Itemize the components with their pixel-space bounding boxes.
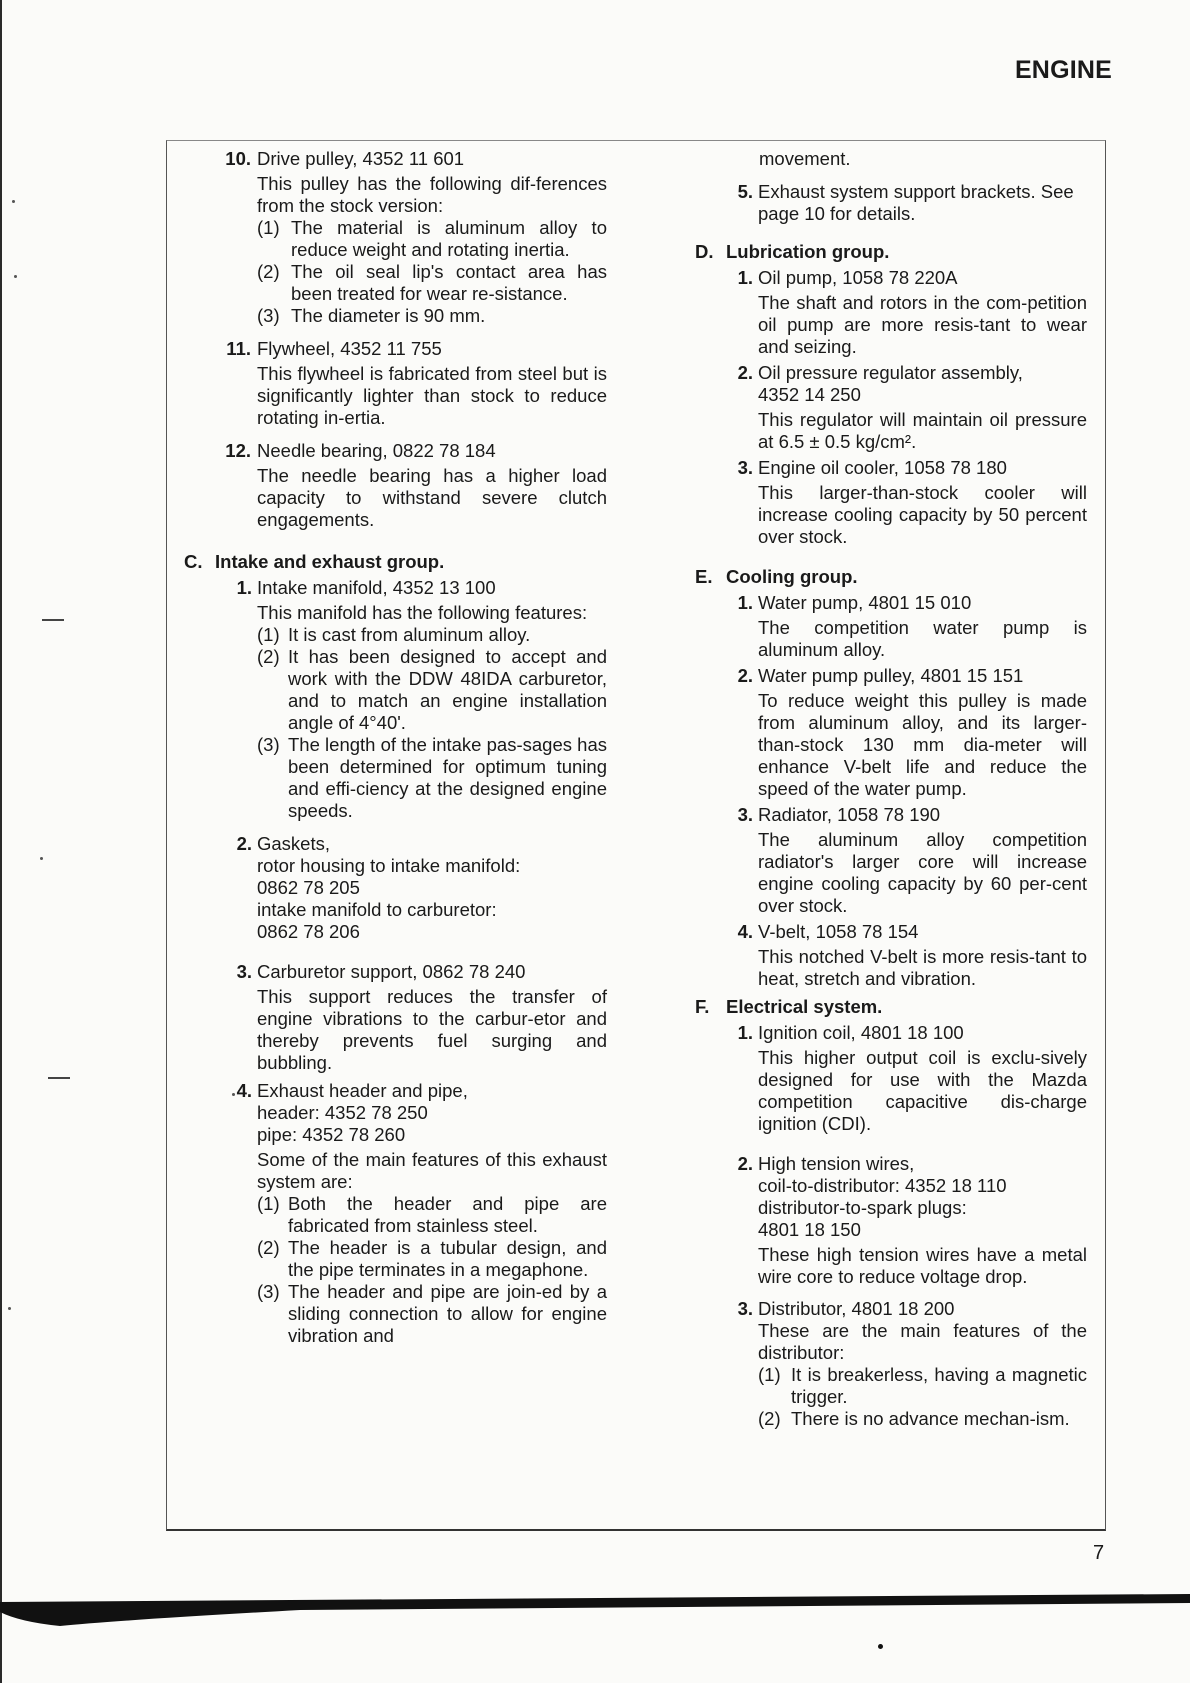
sub-item-number: (1) (257, 217, 280, 238)
item-description: The shaft and rotors in the com-petition oil pump are more resis-tant to wear and seizing. (758, 292, 1087, 357)
item-title: Distributor, 4801 18 200 (758, 1298, 955, 1319)
sub-item-number: (3) (257, 305, 280, 326)
item-number: 3. (737, 1298, 753, 1319)
sub-item-number: (2) (257, 646, 280, 667)
section-letter: D. (695, 241, 714, 262)
sub-item (758, 1408, 1087, 1430)
section-e-heading (695, 566, 1087, 588)
item-description: This flywheel is fabricated from steel but is significantly lighter than stock to reduce rotating in-ertia. (257, 363, 607, 428)
item-description: This larger-than-stock cooler will increase cooling capacity by 50 percent over stock. (758, 482, 1087, 547)
sub-item (257, 261, 607, 305)
item-number: 1. (737, 267, 753, 288)
left-column (184, 148, 607, 1347)
item-c-4 (226, 1080, 607, 1347)
right-column (695, 148, 1087, 1430)
scan-speck (12, 200, 15, 203)
item-b-12 (215, 440, 607, 531)
sub-item (257, 217, 607, 261)
continuation-text: movement. (759, 148, 851, 169)
item-title: V-belt, 1058 78 154 (758, 921, 919, 942)
page-left-edge (0, 0, 2, 1683)
sub-item-number: (3) (257, 734, 280, 755)
item-description: This manifold has the following features: (257, 602, 588, 623)
item-description: This higher output coil is exclu-sively designed for use with the Mazda competition capacitive dis-charge ignition (CDI). (758, 1047, 1087, 1134)
item-e-3 (727, 804, 1087, 917)
sub-item-number: (2) (257, 261, 280, 282)
item-description: These high tension wires have a metal wire core to reduce voltage drop. (758, 1244, 1087, 1287)
item-title: Exhaust header and pipe, header: 4352 78 250 pipe: 4352 78 260 (257, 1080, 468, 1145)
section-c-heading (184, 551, 607, 573)
item-f-3 (727, 1298, 1087, 1430)
item-number: 3. (737, 457, 753, 478)
item-number: 2. (737, 665, 753, 686)
item-b-10 (215, 148, 607, 327)
sub-item-text: The header and pipe are join-ed by a sliding connection to allow for engine vibration and (288, 1281, 607, 1346)
item-number: 11. (226, 338, 251, 359)
item-title: Flywheel, 4352 11 755 (257, 338, 442, 359)
sub-item-text: The material is aluminum alloy to reduce weight and rotating inertia. (291, 217, 607, 260)
item-number: 2. (737, 362, 753, 383)
item-title: Drive pulley, 4352 11 601 (257, 148, 465, 169)
item-description: This support reduces the transfer of engine vibrations to the carbur-etor and thereby prevents fuel surging and bubbling. (257, 986, 607, 1073)
item-title: Oil pump, 1058 78 220A (758, 267, 958, 288)
sub-item (257, 624, 607, 646)
scan-speck (8, 1307, 11, 1310)
section-title: Intake and exhaust group. (215, 551, 445, 572)
item-title: High tension wires, coil-to-distributor: 4352 18 110 distributor-to-spark plugs: 4801 18 150 (758, 1153, 1007, 1240)
item-c-3 (226, 961, 607, 1074)
item-number: 1. (737, 1022, 753, 1043)
section-letter: F. (695, 996, 710, 1017)
scan-speck (40, 857, 43, 860)
sub-item (257, 1193, 607, 1237)
section-title: Electrical system. (726, 996, 883, 1017)
scan-edge-shape (0, 1594, 1190, 1626)
sub-item-text: There is no advance mechan-ism. (791, 1408, 1070, 1429)
sub-item-text: The header is a tubular design, and the pipe terminates in a megaphone. (288, 1237, 607, 1280)
section-title: Lubrication group. (726, 241, 890, 262)
sub-item-text: Both the header and pipe are fabricated from stainless steel. (288, 1193, 607, 1236)
item-description: The competition water pump is aluminum alloy. (758, 617, 1087, 660)
sub-item-text: The oil seal lip's contact area has been treated for wear re-sistance. (291, 261, 607, 304)
item-title: Radiator, 1058 78 190 (758, 804, 941, 825)
item-title: Ignition coil, 4801 18 100 (758, 1022, 964, 1043)
item-e-2 (727, 665, 1087, 800)
sub-item (257, 1281, 607, 1347)
sub-item-number: (1) (257, 1193, 280, 1214)
item-number: 3. (737, 804, 753, 825)
sub-item (257, 734, 607, 822)
item-description: Some of the main features of this exhaust system are: (257, 1149, 607, 1192)
sub-item-number: (1) (758, 1364, 781, 1385)
item-c-5 (727, 181, 1087, 225)
item-title: Intake manifold, 4352 13 100 (257, 577, 496, 598)
item-description: The aluminum alloy competition radiator's larger core will increase engine cooling capacity by 60 per-cent over stock. (758, 829, 1087, 916)
item-b-11 (215, 338, 607, 429)
item-title: Carburetor support, 0862 78 240 (257, 961, 526, 982)
scan-mark (48, 1077, 70, 1079)
item-number: 4. (236, 1080, 252, 1101)
sub-item-text: The length of the intake pas-sages has been determined for optimum tuning and effi-ciency at the designed engine speeds. (288, 734, 607, 821)
item-title: Needle bearing, 0822 78 184 (257, 440, 496, 461)
sub-item-text: It is cast from aluminum alloy. (288, 624, 531, 645)
sub-item-text: It is breakerless, having a magnetic trigger. (791, 1364, 1087, 1407)
item-d-1 (727, 267, 1087, 358)
item-title: Gaskets, rotor housing to intake manifold: 0862 78 205 intake manifold to carburetor: 0862 78 206 (257, 833, 521, 942)
item-description: This notched V-belt is more resis-tant to heat, stretch and vibration. (758, 946, 1087, 989)
item-number: 2. (737, 1153, 753, 1174)
item-number: 2. (236, 833, 252, 854)
item-number: 4. (737, 921, 753, 942)
sub-item (257, 305, 607, 327)
item-number: 12. (225, 440, 251, 461)
item-e-1 (727, 592, 1087, 661)
page-header-title: ENGINE (1014, 56, 1112, 84)
item-title: Water pump, 4801 15 010 (758, 592, 972, 613)
sub-item-number: (2) (257, 1237, 280, 1258)
section-d-heading (695, 241, 1087, 263)
scan-speck (14, 275, 17, 278)
sub-item-text: It has been designed to accept and work with the DDW 48IDA carburetor, and to match an engine installation angle of 4°40'. (288, 646, 607, 733)
item-title: Engine oil cooler, 1058 78 180 (758, 457, 1007, 478)
item-title: Exhaust system support brackets. See page 10 for details. (758, 181, 1074, 224)
item-number: 1. (737, 592, 753, 613)
item-number: 10. (225, 148, 251, 169)
item-description: The needle bearing has a higher load capacity to withstand severe clutch engagements. (257, 465, 607, 530)
page-number: 7 (1093, 1542, 1105, 1564)
scan-edge-bar (0, 1590, 1190, 1630)
item-f-1 (727, 1022, 1087, 1135)
item-c-2 (226, 833, 607, 943)
item-c-1 (226, 577, 607, 822)
item-title: Water pump pulley, 4801 15 151 (758, 665, 1024, 686)
sub-item-number: (2) (758, 1408, 781, 1429)
sub-item (257, 1237, 607, 1281)
item-d-3 (727, 457, 1087, 548)
item-f-2 (727, 1153, 1087, 1288)
scan-speck (878, 1644, 883, 1649)
section-letter: E. (695, 566, 713, 587)
item-title: Oil pressure regulator assembly, 4352 14 250 (758, 362, 1023, 405)
sub-item (758, 1364, 1087, 1408)
sub-item-number: (1) (257, 624, 280, 645)
scan-mark (42, 619, 64, 621)
item-d-2 (727, 362, 1087, 453)
section-title: Cooling group. (726, 566, 858, 587)
sub-item (257, 646, 607, 734)
sub-item-text: The diameter is 90 mm. (291, 305, 486, 326)
item-description: To reduce weight this pulley is made from aluminum alloy, and its larger-than-stock 130 mm dia-meter will enhance V-belt life and reduce the speed of the water pump. (758, 690, 1087, 799)
item-number: 5. (737, 181, 753, 202)
item-description: This pulley has the following dif-ferences from the stock version: (257, 173, 607, 216)
item-number: 1. (236, 577, 252, 598)
item-description: These are the main features of the distributor: (758, 1320, 1087, 1363)
item-number: 3. (236, 961, 252, 982)
sub-item-number: (3) (257, 1281, 280, 1302)
scan-speck (232, 1093, 235, 1096)
section-f-heading (695, 996, 1087, 1018)
item-description: This regulator will maintain oil pressure at 6.5 ± 0.5 kg/cm². (758, 409, 1087, 452)
section-letter: C. (184, 551, 203, 572)
item-e-4 (727, 921, 1087, 990)
